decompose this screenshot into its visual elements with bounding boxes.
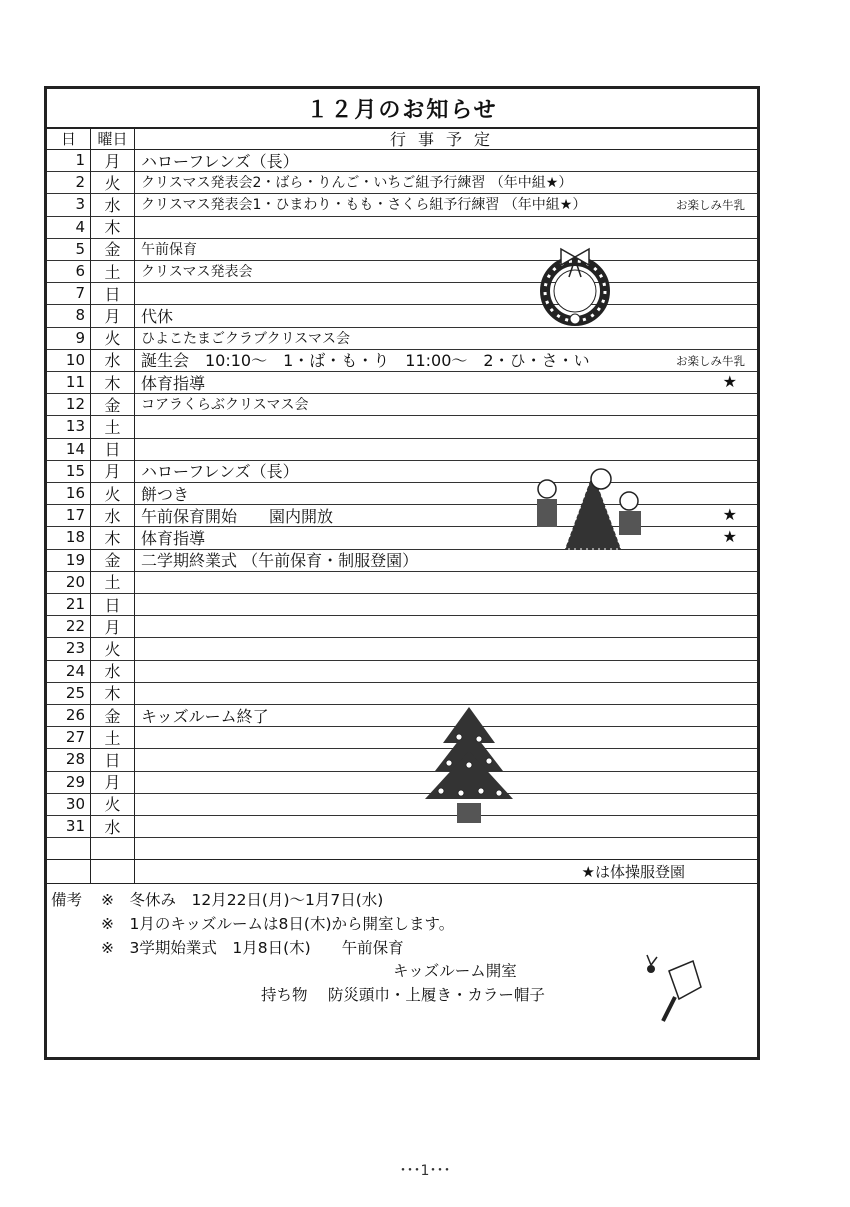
row-event-cell	[135, 238, 757, 260]
row-day: 22	[47, 615, 91, 637]
row-event: 二学期終業式 （午前保育・制服登園）	[141, 551, 419, 571]
table-row	[47, 682, 757, 705]
row-weekday: 木	[91, 371, 135, 393]
table-row	[47, 149, 757, 172]
row-weekday: 金	[91, 238, 135, 260]
row-day: 15	[47, 460, 91, 482]
row-event: クリスマス発表会	[141, 264, 253, 281]
row-event-cell	[135, 149, 757, 171]
row-weekday: 月	[91, 149, 135, 171]
table-header	[47, 127, 757, 150]
row-weekday: 火	[91, 637, 135, 659]
table-row	[47, 438, 757, 461]
row-event: キッズルーム終了	[141, 706, 269, 726]
row-event-cell	[135, 171, 757, 193]
row-day: 19	[47, 549, 91, 571]
row-weekday: 日	[91, 282, 135, 304]
row-day: 6	[47, 260, 91, 282]
row-weekday: 木	[91, 682, 135, 704]
row-day: 7	[47, 282, 91, 304]
row-event-cell	[135, 193, 757, 215]
row-event-cell	[135, 260, 757, 282]
table-row	[47, 748, 757, 771]
row-note: お楽しみ牛乳	[676, 198, 745, 213]
row-day: 1	[47, 149, 91, 171]
row-weekday: 月	[91, 460, 135, 482]
row-event-cell	[135, 637, 757, 659]
table-row	[47, 660, 757, 683]
row-day: 27	[47, 726, 91, 748]
row-day: 3	[47, 193, 91, 215]
remark-line-2: ※ 1月のキッズルームは8日(木)から開室します。	[101, 915, 455, 933]
table-row	[47, 393, 757, 416]
table-row	[47, 327, 757, 350]
christmas-tree-illustration	[419, 699, 519, 829]
table-row	[47, 704, 757, 727]
row-weekday: 木	[91, 526, 135, 548]
star-icon: ★	[722, 505, 737, 525]
table-row	[47, 304, 757, 327]
row-weekday: 火	[91, 327, 135, 349]
row-weekday: 日	[91, 593, 135, 615]
row-day: 21	[47, 593, 91, 615]
row-event-cell	[135, 549, 757, 571]
row-event: クリスマス発表会2・ばら・りんご・いちご組予行練習 （年中組★）	[141, 175, 573, 192]
hagoita-illustration	[639, 951, 705, 1023]
table-row	[47, 793, 757, 816]
row-weekday: 水	[91, 815, 135, 837]
row-event: 誕生会 10:10～ 1・ば・も・り 11:00～ 2・ひ・さ・い	[141, 351, 590, 371]
remark-line-1: ※ 冬休み 12月22日(月)～1月7日(水)	[101, 891, 384, 909]
remark-line-4: キッズルーム開室	[393, 962, 517, 980]
table-row	[47, 238, 757, 261]
row-day: 11	[47, 371, 91, 393]
row-event-cell	[135, 216, 757, 238]
row-event-cell	[135, 393, 757, 415]
row-event-cell	[135, 660, 757, 682]
header-weekday: 曜日	[91, 127, 135, 149]
row-day: 2	[47, 171, 91, 193]
row-day: 10	[47, 349, 91, 371]
remarks-label: 備考	[51, 891, 83, 909]
row-weekday: 土	[91, 571, 135, 593]
table-row	[47, 415, 757, 438]
row-event: クリスマス発表会1・ひまわり・もも・さくら組予行練習 （年中組★）	[141, 197, 587, 214]
notice-frame	[44, 86, 760, 1060]
row-note: お楽しみ牛乳	[676, 353, 745, 368]
row-event-cell	[135, 438, 757, 460]
row-day: 17	[47, 504, 91, 526]
row-event: 体育指導	[141, 528, 206, 548]
table-row	[47, 615, 757, 638]
table-row	[47, 216, 757, 239]
star-legend: ★は体操服登園	[581, 863, 685, 881]
row-day: 28	[47, 748, 91, 770]
row-weekday: 金	[91, 393, 135, 415]
row-event: 体育指導	[141, 373, 206, 393]
row-event-cell	[135, 349, 757, 371]
row-weekday: 月	[91, 771, 135, 793]
row-weekday: 月	[91, 615, 135, 637]
row-weekday: 木	[91, 216, 135, 238]
table-row	[47, 593, 757, 616]
row-event: ハローフレンズ（長）	[141, 151, 299, 171]
row-day: 14	[47, 438, 91, 460]
page-title: １２月のお知らせ	[47, 89, 757, 129]
row-day: 30	[47, 793, 91, 815]
table-row	[47, 349, 757, 372]
row-day: 26	[47, 704, 91, 726]
row-event-cell	[135, 304, 757, 326]
row-day: 12	[47, 393, 91, 415]
remark-line-5: 持ち物 防災頭巾・上履き・カラー帽子	[261, 986, 545, 1004]
row-event: ハローフレンズ（長）	[141, 462, 299, 482]
row-weekday: 金	[91, 549, 135, 571]
row-weekday: 土	[91, 726, 135, 748]
row-event: 午前保育	[141, 241, 197, 258]
wreath-illustration	[531, 247, 619, 327]
row-day: 18	[47, 526, 91, 548]
row-day: 29	[47, 771, 91, 793]
table-row	[47, 571, 757, 594]
row-event: ひよこたまごクラブクリスマス会	[141, 330, 351, 347]
row-weekday: 水	[91, 504, 135, 526]
header-events: 行事予定	[389, 129, 502, 149]
row-weekday: 火	[91, 171, 135, 193]
row-event-cell	[135, 504, 757, 526]
children-tree-illustration	[529, 459, 657, 557]
blank-row	[47, 837, 757, 860]
table-row	[47, 260, 757, 283]
row-event-cell	[135, 615, 757, 637]
row-day: 5	[47, 238, 91, 260]
row-day: 25	[47, 682, 91, 704]
row-day: 24	[47, 660, 91, 682]
row-day: 8	[47, 304, 91, 326]
row-day: 16	[47, 482, 91, 504]
table-row	[47, 726, 757, 749]
row-event-cell	[135, 526, 757, 548]
table-row	[47, 815, 757, 838]
row-event-cell	[135, 415, 757, 437]
row-event: 代休	[141, 306, 174, 326]
star-icon: ★	[722, 527, 737, 547]
page-number: ･･･1･･･	[399, 1163, 451, 1179]
row-weekday: 水	[91, 349, 135, 371]
row-weekday: 火	[91, 482, 135, 504]
table-row	[47, 171, 757, 194]
row-day: 4	[47, 216, 91, 238]
row-weekday: 火	[91, 793, 135, 815]
table-row	[47, 771, 757, 794]
row-event-cell	[135, 282, 757, 304]
row-day: 20	[47, 571, 91, 593]
header-day: 日	[47, 127, 91, 149]
legend-row	[47, 859, 757, 884]
star-icon: ★	[722, 372, 737, 391]
row-weekday: 金	[91, 704, 135, 726]
table-row	[47, 193, 757, 216]
row-weekday: 日	[91, 438, 135, 460]
row-weekday: 水	[91, 660, 135, 682]
row-day: 9	[47, 327, 91, 349]
row-weekday: 土	[91, 415, 135, 437]
remark-line-3: ※ 3学期始業式 1月8日(木) 午前保育	[101, 939, 404, 957]
row-day: 23	[47, 637, 91, 659]
row-event-cell	[135, 593, 757, 615]
row-event: 午前保育開始 園内開放	[141, 506, 334, 526]
row-event: 餅つき	[141, 484, 190, 504]
row-weekday: 水	[91, 193, 135, 215]
row-event-cell	[135, 460, 757, 482]
row-event-cell	[135, 571, 757, 593]
table-row	[47, 371, 757, 394]
row-event-cell	[135, 327, 757, 349]
row-event-cell	[135, 371, 757, 393]
row-weekday: 月	[91, 304, 135, 326]
row-weekday: 日	[91, 748, 135, 770]
row-weekday: 土	[91, 260, 135, 282]
table-row	[47, 282, 757, 305]
row-event-cell	[135, 482, 757, 504]
row-event: コアラくらぶクリスマス会	[141, 397, 309, 414]
row-day: 13	[47, 415, 91, 437]
table-row	[47, 637, 757, 660]
row-day: 31	[47, 815, 91, 837]
